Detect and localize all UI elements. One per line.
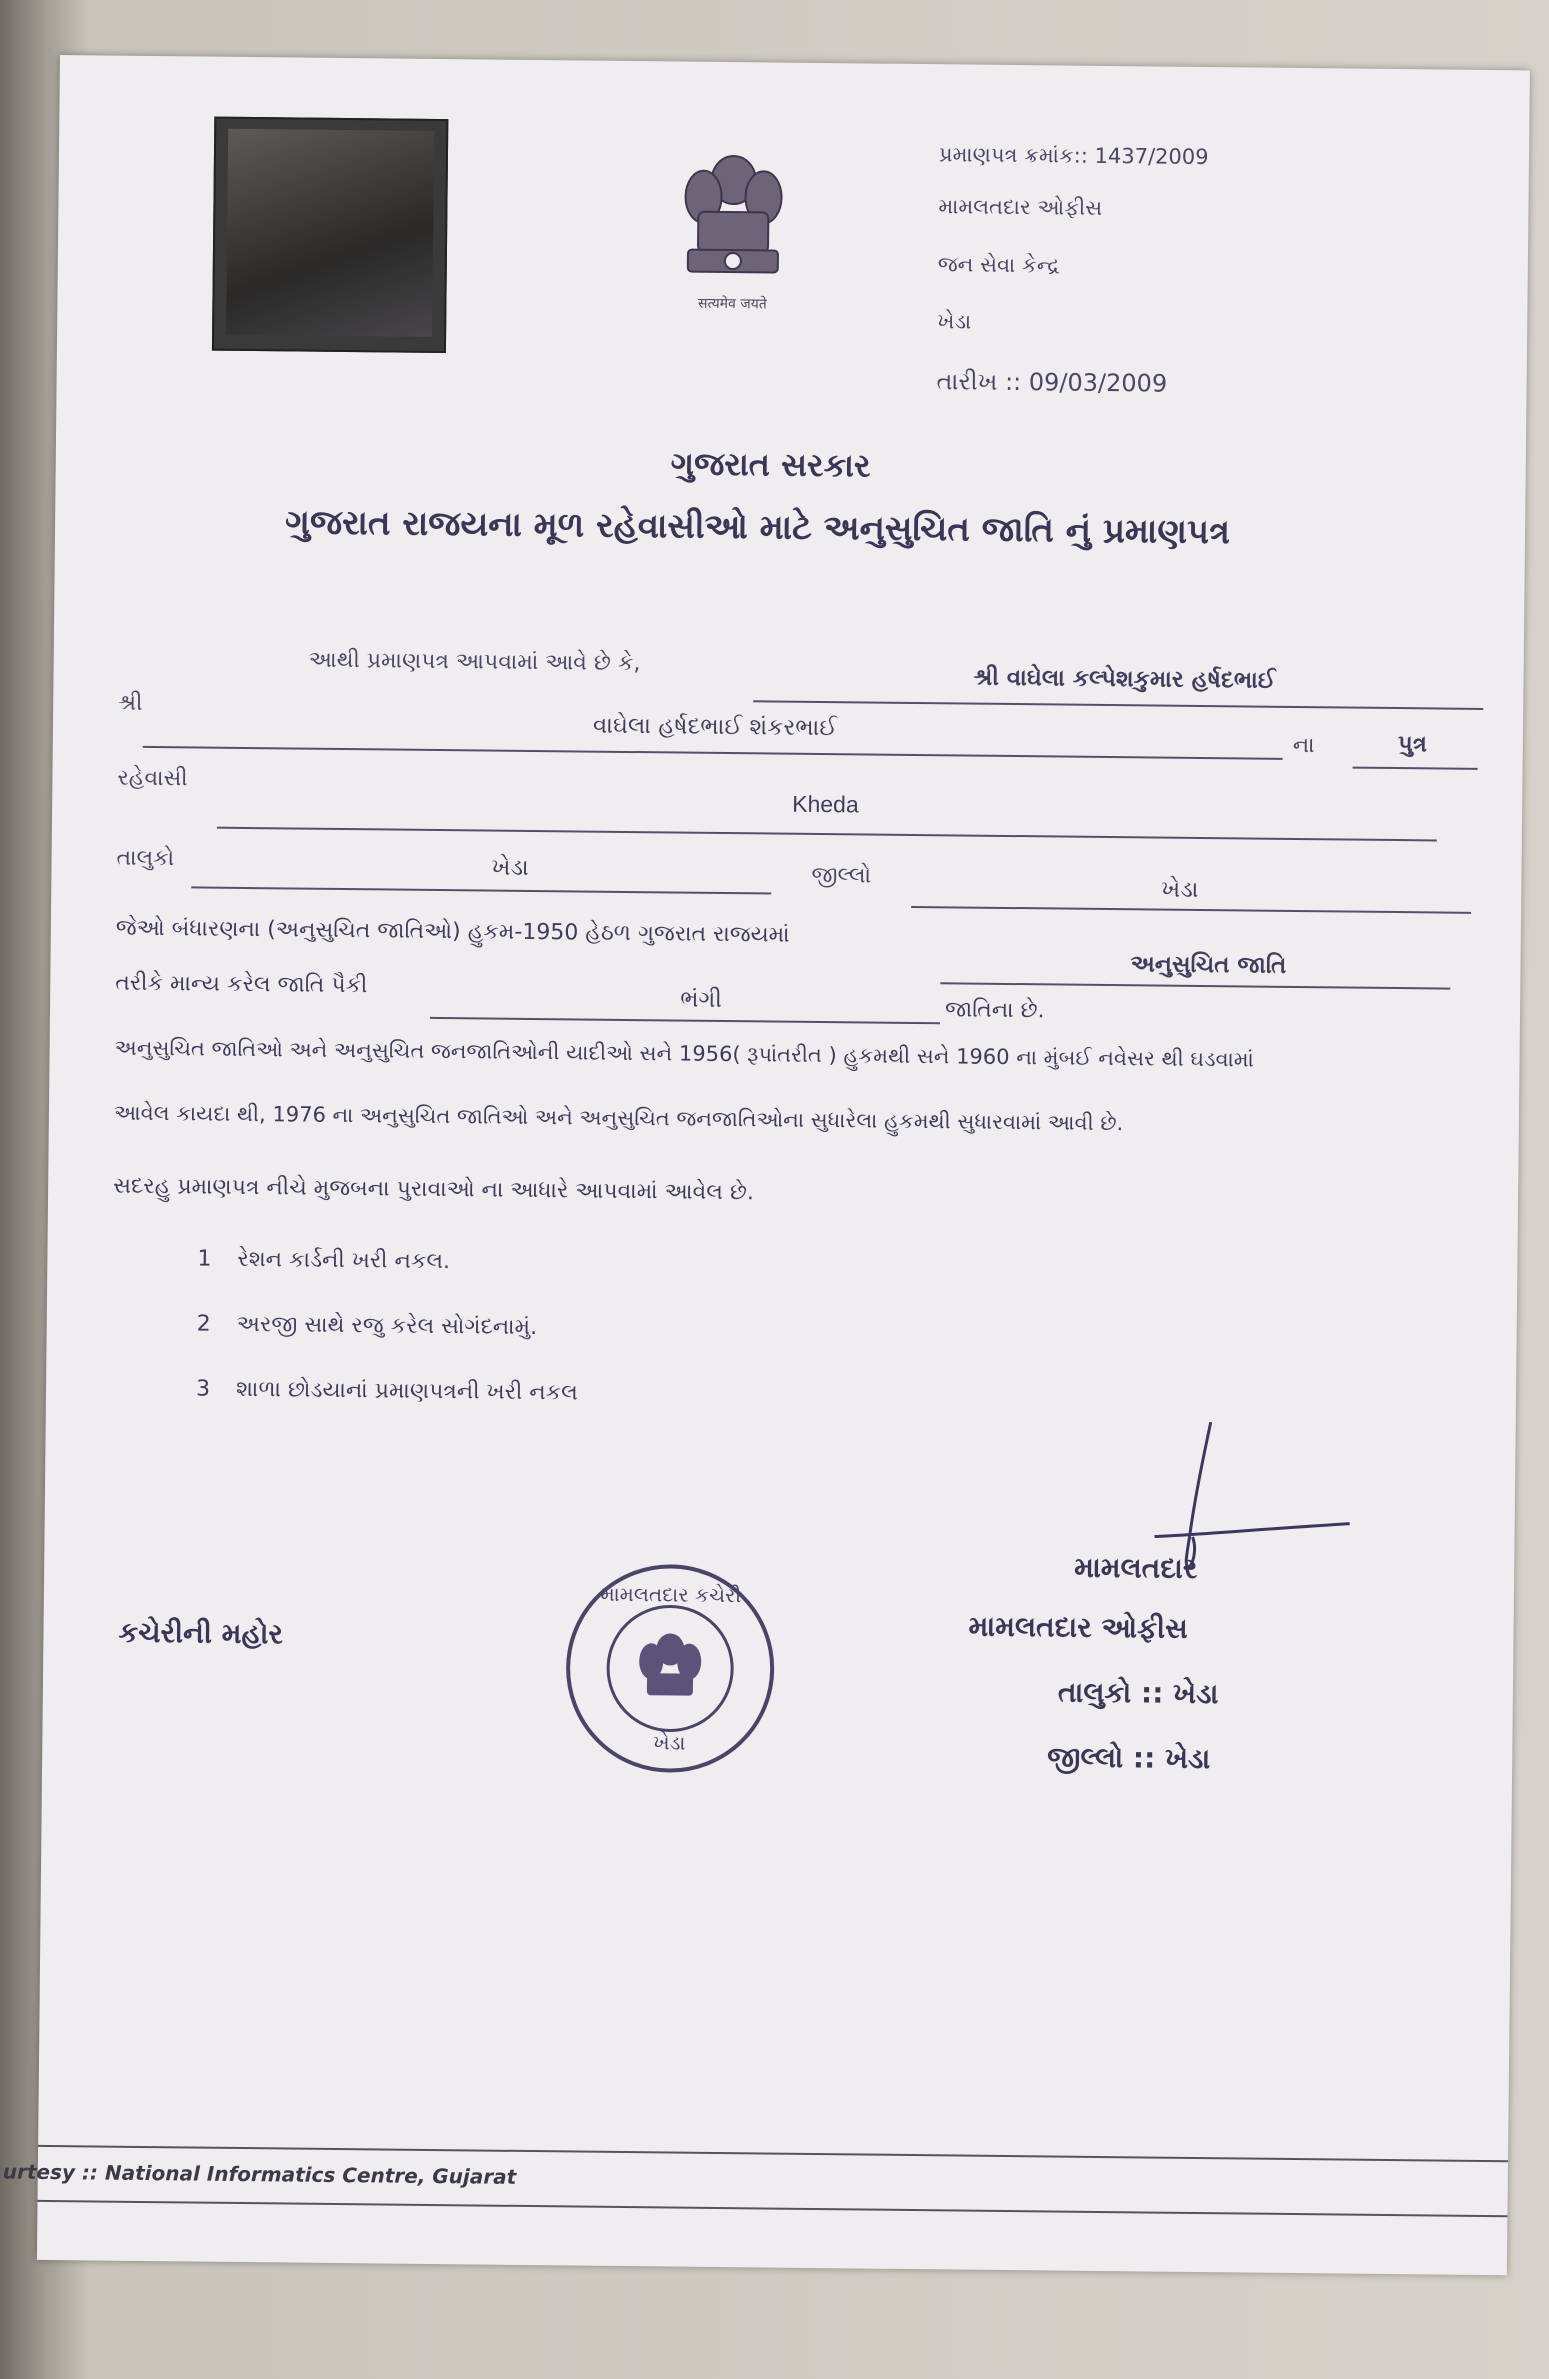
resident-value: Kheda (792, 790, 859, 818)
evidence-item: શાળા છોડયાનાં પ્રમાણપત્રની ખરી નકલ (235, 1376, 578, 1406)
taluka-value: ખેડા (491, 854, 529, 881)
father-name: વાઘેલા હર્ષદભાઈ શંકરભાઈ (592, 712, 838, 742)
signatory-title: મામલતદાર (1074, 1550, 1198, 1585)
seal-bottom-text: ખેડા (653, 1730, 686, 1755)
evidence-item-num: 3 (195, 1376, 211, 1402)
state-emblem-icon (668, 141, 800, 292)
footer-rule (38, 2145, 1508, 2162)
district-value: ખેડા (1161, 876, 1199, 903)
paragraph-line-3: સદરહુ પ્રમાણપત્ર નીચે મુજબના પુરાવાઓ ના આધારે આપવામાં આવેલ છે. (113, 1173, 755, 1206)
father-name-line (143, 746, 1283, 760)
issuing-place: ખેડા (937, 309, 972, 334)
issuing-office: મામલતદાર ઓફીસ (938, 194, 1103, 220)
taluka-line (191, 886, 771, 894)
recognized-text: તરીકે માન્ય કરેલ જાતિ પૈકી (115, 970, 368, 999)
category-line (940, 982, 1450, 989)
district-label: જીલ્લો (811, 862, 872, 889)
issue-date: તારીખ :: 09/03/2009 (936, 367, 1168, 398)
category-value: અનુસુચિત જાતિ (1130, 951, 1287, 979)
certificate-number: પ્રમાણપત્ર ક્રમાંક:: 1437/2009 (938, 142, 1209, 170)
applicant-name: શ્રી વાઘેલા કલ્પેશકુમાર હર્ષદભાઈ (973, 664, 1276, 694)
district-line (911, 906, 1471, 914)
order-text: જેઓ બંધારણના (અનુસુચિત જાતિઓ) હુકમ-1950 હેઠળ ગુજરાત રાજયમાં (115, 915, 790, 948)
signatory-office: મામલતદાર ઓફીસ (968, 1609, 1188, 1645)
shri-label: શ્રી (118, 690, 143, 716)
signatory-district: જીલ્લો :: ખેડા (1047, 1740, 1211, 1776)
signature (1094, 1416, 1356, 1619)
applicant-photo (212, 117, 448, 353)
applicant-name-line (753, 700, 1483, 710)
seal-label: કચેરીની મહોર (118, 1615, 284, 1651)
seal-top-text: મામલતદાર કચેરી (600, 1581, 742, 1608)
intro-text: આથી પ્રમાણપત્ર આપવામાં આવે છે કે, (308, 647, 641, 677)
resident-line (217, 827, 1437, 842)
evidence-item: રેશન કાર્ડની ખરી નકલ. (237, 1246, 451, 1275)
taluka-label: તાલુકો (116, 845, 175, 872)
evidence-item: અરજી સાથે રજુ કરેલ સોગંદનામું. (236, 1311, 538, 1341)
resident-label: રહેવાસી (117, 765, 188, 792)
evidence-item-num: 1 (197, 1246, 212, 1272)
na-label: ના (1292, 732, 1315, 759)
certificate-page (2, 55, 1530, 2275)
office-seal (562, 1560, 779, 1777)
relation-value: પુત્ર (1397, 731, 1428, 758)
emblem-motto: सत्यमेव जयते (697, 295, 767, 313)
relation-line (1353, 767, 1478, 770)
footer-courtesy: urtesy :: National Informatics Centre, Gujarat (2, 2159, 517, 2189)
evidence-item-num: 2 (196, 1311, 211, 1337)
service-centre: જન સેવા કેન્દ્ર (937, 252, 1060, 278)
signatory-taluka: તાલુકો :: ખેડા (1057, 1675, 1219, 1711)
caste-suffix: જાતિના છે. (944, 997, 1045, 1024)
government-title: ગુજરાત સરકાર (670, 444, 871, 485)
footer-rule (38, 2200, 1508, 2217)
caste-line (430, 1017, 940, 1024)
paragraph-line-1: અનુસુચિત જાતિઓ અને અનુસુચિત જનજાતિઓની યાદીઓ સને 1956( રૂપાંતરીત ) હુકમથી સને 1960 ના મુંબઈ નવેસર થી ઘડવામાં (114, 1035, 1254, 1072)
caste-value: ભંગી (680, 986, 723, 1013)
certificate-title: ગુજરાત રાજયના મૂળ રહેવાસીઓ માટે અનુસુચિત જાતિ નું પ્રમાણપત્ર (284, 502, 1231, 553)
paragraph-line-2: આવેલ કાયદા થી, 1976 ના અનુસુચિત જાતિઓ અને અનુસુચિત જનજાતિઓના સુધારેલા હુકમથી સુધારવામાં આવી છે. (113, 1100, 1124, 1136)
